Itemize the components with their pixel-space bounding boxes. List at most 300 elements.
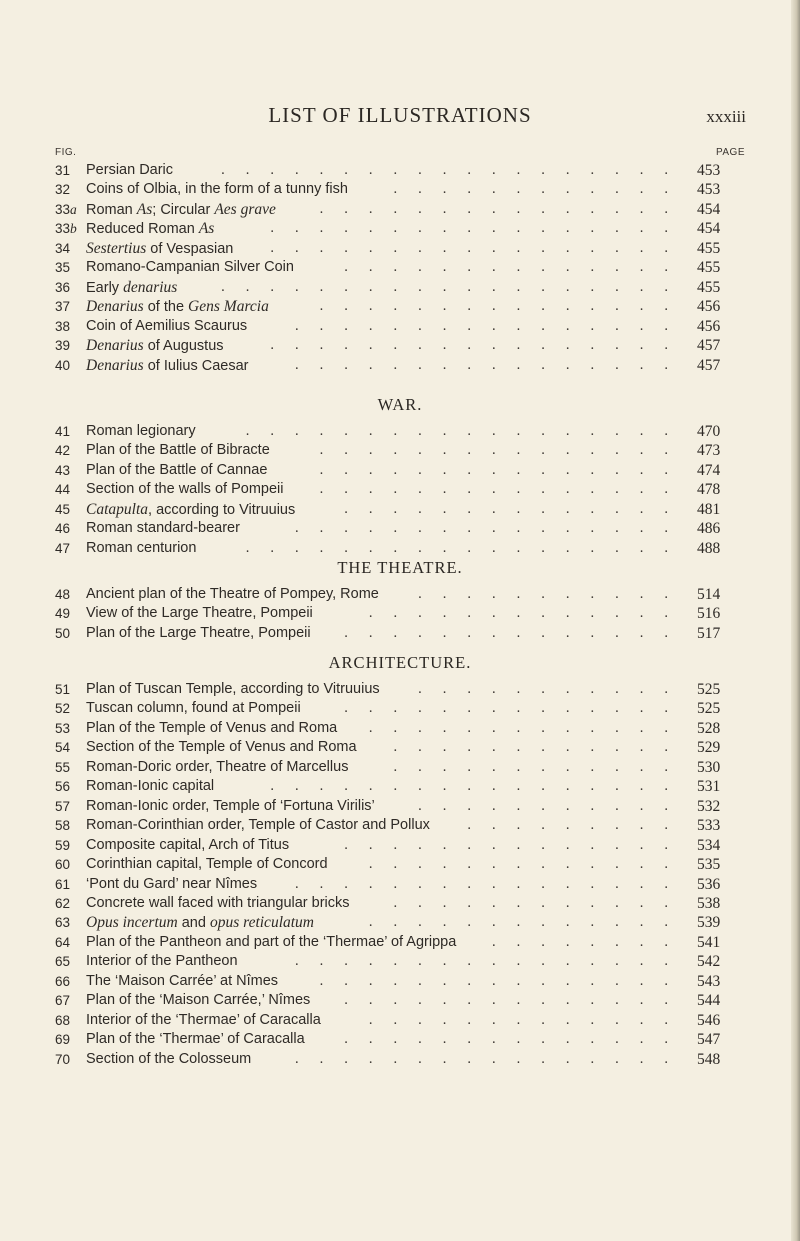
figure-number [55, 336, 70, 355]
figure-number-value: 64 [55, 935, 71, 950]
figure-number [55, 585, 70, 604]
figure-number-value: 44 [55, 482, 71, 497]
illustration-title [86, 836, 289, 855]
list-item [55, 894, 745, 913]
title-italic-part: Catapulta [86, 501, 149, 518]
page-reference: 453 [697, 181, 721, 198]
leader-dots: .............. [344, 501, 689, 517]
illustration-title [86, 539, 196, 558]
figure-number-value: 34 [55, 241, 71, 256]
leader-dots: ........... [418, 681, 689, 697]
title-part: Romano-Campanian Silver Coin [86, 259, 294, 275]
figure-number-value: 31 [55, 163, 71, 178]
list-item [55, 500, 745, 519]
title-italic-part: Sestertius [86, 240, 147, 257]
running-head [0, 103, 800, 133]
title-part: and [177, 915, 210, 931]
figure-number [55, 297, 70, 316]
leader-dots: .............. [344, 837, 689, 853]
title-part: Tuscan column, found at Pompeii [86, 700, 301, 716]
illustration-title [86, 461, 267, 480]
leader-dots: ................. [270, 220, 689, 236]
page-reference: 488 [697, 540, 721, 557]
leader-dots: ................ [295, 520, 689, 536]
title-part: Ancient plan of the Theatre of Pompey, Rome [86, 586, 379, 602]
page-reference: 473 [697, 442, 721, 459]
title-part: Reduced Roman [86, 221, 199, 237]
title-part: Corinthian capital, Temple of Concord [86, 856, 328, 872]
title-part: Section of the Temple of Venus and Roma [86, 739, 357, 755]
list-item [55, 991, 745, 1010]
figure-number [55, 797, 70, 816]
list-item [55, 797, 745, 816]
figure-number [55, 972, 70, 991]
figure-number [55, 699, 70, 718]
figure-number [55, 875, 70, 894]
figure-number [55, 219, 77, 238]
illustration-title [86, 972, 278, 991]
figure-number [55, 317, 70, 336]
list-item [55, 604, 745, 623]
title-part: Roman-Doric order, Theatre of Marcellus [86, 759, 349, 775]
list-item [55, 585, 745, 604]
leader-dots: ............. [368, 720, 689, 736]
illustration-title [86, 738, 357, 757]
figure-number [55, 894, 70, 913]
page-reference: 534 [697, 837, 721, 854]
figure-number [55, 519, 70, 538]
page-number: xxxiii [706, 107, 746, 126]
leader-dots: .................. [245, 540, 689, 556]
title-part: Coins of Olbia, in the form of a tunny fish [86, 181, 348, 197]
figure-number-value: 35 [55, 260, 71, 275]
page-reference: 541 [697, 934, 721, 951]
list-item [55, 777, 745, 796]
illustration-title [86, 604, 313, 623]
figure-number-value: 56 [55, 779, 71, 794]
figure-number [55, 258, 70, 277]
list-item [55, 161, 745, 180]
leader-dots: ........... [418, 586, 689, 602]
list-item [55, 1050, 745, 1069]
leader-dots: ............. [368, 856, 689, 872]
title-part: Early [86, 280, 124, 296]
title-italic-part: Denarius [86, 337, 144, 354]
title-italic-part: Denarius [86, 298, 144, 315]
illustration-title [86, 317, 247, 336]
illustration-title [86, 278, 177, 298]
page-reference: 514 [697, 586, 721, 603]
title-part: Roman-Ionic capital [86, 778, 215, 794]
illustration-title [86, 200, 276, 220]
figure-number-value: 45 [55, 502, 71, 517]
illustration-title [86, 991, 310, 1010]
leader-dots: ................ [295, 1051, 689, 1067]
list-item [55, 519, 745, 538]
list-item [55, 356, 745, 375]
title-part: of the [143, 299, 189, 315]
title-part: Roman legionary [86, 423, 196, 439]
figure-number-value: 52 [55, 701, 71, 716]
title-part: Persian Daric [86, 162, 174, 178]
leader-dots: .............. [344, 259, 689, 275]
title-part: of Vespasian [146, 241, 234, 257]
figure-number [55, 278, 70, 297]
figure-number [55, 836, 70, 855]
title-part: Plan of the ‘Thermae’ of Caracalla [86, 1031, 305, 1047]
figure-number [55, 161, 70, 180]
list-item [55, 258, 745, 277]
page-reference: 486 [697, 520, 721, 537]
page-reference: 548 [697, 1051, 721, 1068]
illustration-title [86, 699, 301, 718]
list-item [55, 836, 745, 855]
figure-number [55, 441, 70, 460]
leader-dots: ........ [492, 934, 689, 950]
figure-number [55, 461, 70, 480]
list-item [55, 422, 745, 441]
title-part: Plan of the Temple of Venus and Roma [86, 720, 338, 736]
title-italic-part: Aes grave [214, 201, 276, 218]
title-italic-part: As [136, 201, 153, 218]
figure-number-value: 62 [55, 896, 71, 911]
title-part: Plan of the ‘Maison Carrée,’ Nîmes [86, 992, 311, 1008]
leader-dots: ............... [319, 442, 689, 458]
page-column-label: PAGE [715, 147, 745, 158]
figure-number-value: 54 [55, 740, 71, 755]
list-item [55, 1011, 745, 1030]
page-reference: 474 [697, 462, 721, 479]
leader-dots: ................ [295, 876, 689, 892]
figure-number-value: 63 [55, 915, 71, 930]
page-reference: 539 [697, 914, 721, 931]
figure-number-value: 61 [55, 877, 71, 892]
figure-number [55, 480, 70, 499]
page-reference: 543 [697, 973, 721, 990]
figure-number [55, 500, 70, 519]
figure-number [55, 933, 70, 952]
illustration-title [86, 180, 348, 199]
figure-number-value: 42 [55, 443, 71, 458]
title-part: Plan of the Large Theatre, Pompeii [86, 625, 311, 641]
figure-number-value: 57 [55, 799, 71, 814]
figure-number [55, 816, 70, 835]
figure-number-value: 48 [55, 587, 71, 602]
page-reference: 517 [697, 625, 721, 642]
list-item [55, 624, 745, 643]
leader-dots: ............. [368, 1012, 689, 1028]
page-reference: 456 [697, 298, 721, 315]
figure-number [55, 604, 70, 623]
figure-number [55, 680, 70, 699]
list-item [55, 539, 745, 558]
title-part: Roman centurion [86, 540, 197, 556]
leader-dots: ............ [393, 739, 689, 755]
figure-number [55, 855, 70, 874]
illustration-title [86, 500, 295, 520]
illustration-title [86, 816, 430, 835]
title-italic-part: Opus incertum [86, 914, 178, 931]
title-italic-part: Gens Marcia [188, 298, 269, 315]
illustration-title [86, 952, 238, 971]
figure-number-value: 49 [55, 606, 71, 621]
leader-dots: ............... [319, 481, 689, 497]
figure-number-value: 70 [55, 1052, 71, 1067]
title-part: Plan of the Battle of Cannae [86, 462, 268, 478]
figure-number-value: 47 [55, 541, 71, 556]
list-item [55, 278, 745, 297]
list-item [55, 738, 745, 757]
illustration-title [86, 1050, 251, 1069]
illustration-title [86, 875, 257, 894]
figure-number [55, 539, 70, 558]
illustration-title [86, 1011, 321, 1030]
figure-number [55, 356, 70, 375]
figure-number-value: 43 [55, 463, 71, 478]
page-reference: 456 [697, 318, 721, 335]
title-part: of Iulius Caesar [143, 358, 249, 374]
page-reference: 453 [697, 162, 721, 179]
figure-number-value: 60 [55, 857, 71, 872]
title-part: Roman standard-bearer [86, 520, 240, 536]
illustration-title [86, 258, 294, 277]
leader-dots: ............... [319, 973, 689, 989]
list-item [55, 699, 745, 718]
leader-dots: ................. [270, 240, 689, 256]
page-reference: 525 [697, 681, 721, 698]
illustration-title [86, 933, 456, 952]
figure-number [55, 422, 70, 441]
figure-number [55, 777, 70, 796]
page-edge-shadow [791, 0, 800, 1241]
illustration-title [86, 422, 196, 441]
figure-number [55, 758, 70, 777]
title-part: Section of the Colosseum [86, 1051, 252, 1067]
leader-dots: ................ [295, 357, 689, 373]
illustration-title [86, 894, 350, 913]
page-reference: 455 [697, 279, 721, 296]
list-item [55, 441, 745, 460]
title-italic-part: opus reticulatum [209, 914, 314, 931]
page-reference: 547 [697, 1031, 721, 1048]
illustration-title [86, 855, 328, 874]
leader-dots: ................ [295, 953, 689, 969]
leader-dots: ............. [368, 605, 689, 621]
leader-dots: ............. [368, 914, 689, 930]
figure-number [55, 952, 70, 971]
list-item [55, 297, 745, 316]
leader-dots: .............. [344, 625, 689, 641]
section-heading: WAR. [377, 395, 423, 414]
list-item [55, 336, 745, 355]
figure-number-suffix: b [70, 221, 77, 236]
title-part: Plan of Tuscan Temple, according to Vitruuius [86, 681, 380, 697]
page-reference: 455 [697, 240, 721, 257]
title-part: Roman [86, 202, 137, 218]
title-part: Interior of the Pantheon [86, 953, 238, 969]
illustration-title [86, 624, 311, 643]
figure-number-value: 32 [55, 182, 71, 197]
figure-number [55, 180, 70, 199]
list-item [55, 480, 745, 499]
figure-number-value: 53 [55, 721, 71, 736]
title-italic-part: As [198, 220, 215, 237]
leader-dots: .............. [344, 700, 689, 716]
page-reference: 528 [697, 720, 721, 737]
figure-number-value: 38 [55, 319, 71, 334]
section-heading: THE THEATRE. [337, 558, 463, 577]
illustration-title [86, 777, 214, 796]
page-reference: 544 [697, 992, 721, 1009]
page-reference: 533 [697, 817, 721, 834]
figure-number-value: 46 [55, 521, 71, 536]
list-item [55, 1030, 745, 1049]
illustration-title [86, 297, 269, 317]
figure-number-value: 50 [55, 626, 71, 641]
title-part: Concrete wall faced with triangular bricks [86, 895, 350, 911]
title-part: Composite capital, Arch of Titus [86, 837, 290, 853]
illustration-title [86, 680, 380, 699]
illustration-title [86, 719, 337, 738]
figure-number-value: 65 [55, 954, 71, 969]
illustration-title [86, 336, 224, 356]
title-part: The ‘Maison Carrée’ at Nîmes [86, 973, 279, 989]
illustration-title [86, 356, 248, 376]
illustration-title [86, 758, 348, 777]
figure-number-value: 37 [55, 299, 71, 314]
leader-dots: .............. [344, 1031, 689, 1047]
figure-number [55, 624, 70, 643]
leader-dots: ............ [393, 181, 689, 197]
figure-number-value: 41 [55, 424, 71, 439]
page-reference: 454 [697, 201, 721, 218]
section-heading: ARCHITECTURE. [328, 653, 472, 672]
title-italic-part: denarius [123, 279, 178, 296]
title-part: Roman-Corinthian order, Temple of Castor and Pollux [86, 817, 430, 833]
title-part: Plan of the Battle of Bibracte [86, 442, 270, 458]
illustration-title [86, 913, 314, 933]
figure-number-value: 69 [55, 1032, 71, 1047]
column-headers [55, 147, 745, 161]
leader-dots: ................ [295, 318, 689, 334]
list-item [55, 180, 745, 199]
list-item [55, 719, 745, 738]
illustration-title [86, 1030, 305, 1049]
page-title: LIST OF ILLUSTRATIONS [268, 103, 532, 127]
page-reference: 457 [697, 357, 721, 374]
leader-dots: ................... [221, 279, 689, 295]
illustration-title [86, 480, 283, 499]
illustration-title [86, 239, 233, 259]
title-part: ‘Pont du Gard’ near Nîmes [86, 876, 258, 892]
leader-dots: .................. [245, 423, 689, 439]
figure-number-value: 59 [55, 838, 71, 853]
title-part: Roman-Ionic order, Temple of ‘Fortuna Virilis’ [86, 798, 375, 814]
figure-number [55, 913, 70, 932]
figure-number-value: 67 [55, 993, 71, 1008]
leader-dots: ............... [319, 462, 689, 478]
page-reference: 542 [697, 953, 721, 970]
figure-number [55, 738, 70, 757]
page-reference: 546 [697, 1012, 721, 1029]
list-item [55, 317, 745, 336]
page-reference: 531 [697, 778, 721, 795]
figure-number-value: 39 [55, 338, 71, 353]
list-item [55, 200, 745, 219]
figure-number [55, 1050, 70, 1069]
list-item [55, 913, 745, 932]
page-reference: 455 [697, 259, 721, 276]
figure-number [55, 1030, 70, 1049]
list-item [55, 875, 745, 894]
page-reference: 536 [697, 876, 721, 893]
fig-column-label: FIG. [55, 147, 77, 158]
figure-number-value: 36 [55, 280, 71, 295]
figure-number [55, 239, 70, 258]
leader-dots: ................... [221, 162, 689, 178]
page-reference: 478 [697, 481, 721, 498]
leader-dots: ............... [319, 298, 689, 314]
title-part: ; Circular [152, 202, 215, 218]
illustration-title [86, 441, 270, 460]
title-part: Plan of the Pantheon and part of the ‘Thermae’ of Agrippa [86, 934, 457, 950]
page-reference: 532 [697, 798, 721, 815]
page-reference: 535 [697, 856, 721, 873]
list-item [55, 239, 745, 258]
list-item [55, 972, 745, 991]
list-item [55, 952, 745, 971]
list-item [55, 933, 745, 952]
title-part: of Augustus [143, 338, 224, 354]
figure-number-suffix: a [70, 202, 77, 217]
title-italic-part: Denarius [86, 357, 144, 374]
list-item [55, 855, 745, 874]
figure-number [55, 200, 77, 219]
illustration-title [86, 585, 379, 604]
leader-dots: ............... [319, 201, 689, 217]
leader-dots: ................. [270, 337, 689, 353]
figure-number-value: 33 [55, 202, 71, 217]
page-reference: 530 [697, 759, 721, 776]
figure-number-value: 40 [55, 358, 71, 373]
title-part: Coin of Aemilius Scaurus [86, 318, 248, 334]
figure-number-value: 58 [55, 818, 71, 833]
figure-number [55, 1011, 70, 1030]
illustration-title [86, 219, 214, 239]
page-reference: 538 [697, 895, 721, 912]
leader-dots: ............ [393, 895, 689, 911]
list-item [55, 680, 745, 699]
leader-dots: ................. [270, 778, 689, 794]
leader-dots: .............. [344, 992, 689, 1008]
page-reference: 454 [697, 220, 721, 237]
figure-number-value: 68 [55, 1013, 71, 1028]
list-item [55, 816, 745, 835]
title-part: Interior of the ‘Thermae’ of Caracalla [86, 1012, 321, 1028]
figure-number-value: 66 [55, 974, 71, 989]
leader-dots: ........... [418, 798, 689, 814]
list-item [55, 758, 745, 777]
figure-number-value: 51 [55, 682, 71, 697]
page-reference: 481 [697, 501, 721, 518]
leader-dots: ............ [393, 759, 689, 775]
illustration-title [86, 161, 173, 180]
page-reference: 457 [697, 337, 721, 354]
figure-number [55, 719, 70, 738]
figure-number-value: 33 [55, 221, 71, 236]
leader-dots: ......... [467, 817, 689, 833]
illustration-title [86, 519, 240, 538]
